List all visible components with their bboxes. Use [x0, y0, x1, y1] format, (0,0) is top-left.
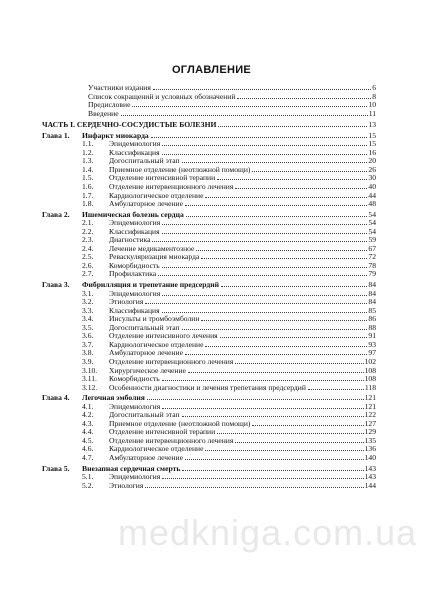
toc-section-entry[interactable]	[42, 270, 376, 279]
page-number: 13	[368, 121, 376, 130]
page-number: 54	[368, 227, 376, 236]
toc-section-entry[interactable]	[42, 482, 376, 491]
dot-leader	[162, 144, 367, 146]
page-number: 122	[364, 411, 376, 420]
chapter-number: Глава 3.	[42, 281, 70, 290]
toc-section-entry[interactable]	[42, 245, 376, 254]
part-title: ЧАСТЬ I. СЕРДЕЧНО-СОСУДИСТЫЕ БОЛЕЗНИ	[42, 121, 217, 130]
toc-section-entry[interactable]	[42, 200, 376, 209]
section-number: 3.6.	[82, 332, 94, 341]
section-heading	[42, 341, 203, 350]
page-number: 88	[368, 323, 376, 332]
section-title: Эпидемиология	[109, 402, 161, 411]
page-number: 30	[368, 174, 376, 183]
page-number: 84	[368, 298, 376, 307]
page-number: 97	[368, 349, 376, 358]
section-number: 5.2.	[82, 481, 94, 490]
section-heading	[42, 140, 160, 149]
section-heading	[42, 454, 183, 463]
page-number: 72	[368, 253, 376, 262]
toc-section-entry[interactable]	[42, 454, 376, 463]
section-number: 3.9.	[82, 357, 94, 366]
dot-leader	[201, 319, 367, 321]
chapter-title: Ишемическая болезнь сердца	[82, 210, 184, 219]
page-number: 140	[364, 453, 376, 462]
section-title: Эпидемиология	[109, 473, 161, 482]
dot-leader	[162, 311, 368, 313]
section-title: Приемное отделение (неотложной помощи)	[109, 419, 251, 428]
chapter-heading	[42, 132, 149, 141]
section-number: 2.5.	[82, 253, 94, 262]
page-number: 84	[368, 281, 376, 290]
section-title: Догоспитальный этап	[109, 411, 180, 420]
section-title: Лечение медикаментозное	[109, 244, 195, 253]
page-number: 79	[368, 270, 376, 279]
section-title: Эпидемиология	[109, 289, 161, 298]
page-number: 143	[364, 464, 376, 473]
dot-leader	[252, 424, 363, 426]
section-number: 4.5.	[82, 436, 94, 445]
page-number: 40	[368, 183, 376, 192]
dot-leader	[218, 125, 367, 127]
toc-section-entry[interactable]	[42, 228, 376, 237]
section-title: Реваскуляризация миокарда	[109, 253, 200, 262]
toc-section-entry[interactable]	[42, 384, 376, 393]
page-number: 10	[368, 101, 376, 110]
section-number: 2.2.	[82, 227, 94, 236]
chapter-heading	[42, 394, 145, 403]
section-heading	[42, 420, 250, 429]
dot-leader	[217, 178, 367, 180]
section-title: Коморбидность	[109, 375, 160, 384]
dot-leader	[162, 477, 363, 479]
entry-title: Участники издания	[88, 84, 151, 92]
section-title: Этиология	[109, 481, 144, 490]
section-title: Классификация	[109, 148, 160, 157]
toc-chapter-entry[interactable]	[42, 281, 376, 290]
dot-leader	[182, 469, 363, 471]
section-heading	[42, 482, 143, 491]
section-number: 2.3.	[82, 236, 94, 245]
section-number: 3.5.	[82, 323, 94, 332]
dot-leader	[220, 336, 368, 338]
page-number: 85	[368, 306, 376, 315]
toc-section-entry[interactable]	[42, 192, 376, 201]
page-number: 86	[368, 315, 376, 324]
section-title: Амбулаторное лечение	[109, 453, 183, 462]
dot-leader	[153, 88, 371, 90]
section-number: 3.3.	[82, 306, 94, 315]
toc-section-entry[interactable]	[42, 437, 376, 446]
page-number: 121	[364, 402, 376, 411]
page-number: 121	[364, 394, 376, 403]
section-number: 1.1.	[82, 140, 94, 149]
toc-section-entry[interactable]	[42, 290, 376, 299]
toc-section-entry[interactable]	[42, 174, 376, 183]
section-heading	[42, 307, 160, 316]
section-title: Амбулаторное лечение	[109, 349, 183, 358]
section-number: 3.4.	[82, 315, 94, 324]
section-title: Амбулаторное лечение	[109, 200, 183, 209]
section-title: Профилактика	[109, 270, 157, 279]
table-of-contents	[42, 84, 376, 490]
section-heading	[42, 403, 160, 412]
section-title: Отделение интенсивного лечения	[109, 332, 218, 341]
chapter-number: Глава 5.	[42, 464, 70, 473]
section-heading	[42, 149, 160, 158]
section-heading	[42, 411, 180, 420]
dot-leader	[145, 302, 367, 304]
page-number: 44	[368, 191, 376, 200]
dot-leader	[186, 215, 368, 217]
section-number: 3.1.	[82, 289, 94, 298]
section-number: 3.8.	[82, 349, 94, 358]
toc-front-entry[interactable]	[42, 93, 376, 102]
watermark: medkniga.com.ua	[118, 512, 418, 553]
page-number: 143	[364, 473, 376, 482]
section-title: Кардиологическое отделение	[109, 445, 204, 454]
page-number: 108	[364, 366, 376, 375]
toc-section-entry[interactable]	[42, 403, 376, 412]
toc-section-entry[interactable]	[42, 324, 376, 333]
dot-leader	[162, 223, 367, 225]
section-number: 3.10.	[82, 366, 98, 375]
page-number: 6	[372, 84, 376, 92]
toc-chapter-entry[interactable]	[42, 394, 376, 403]
dot-leader	[185, 204, 367, 206]
chapter-number: Глава 2.	[42, 210, 70, 219]
section-number: 1.6.	[82, 183, 94, 192]
section-number: 4.4.	[82, 428, 94, 437]
dot-leader	[205, 345, 367, 347]
page-number: 136	[364, 445, 376, 454]
toc-section-entry[interactable]	[42, 428, 376, 437]
page-number: 15	[368, 131, 376, 140]
dot-leader	[237, 97, 371, 99]
chapter-number: Глава 4.	[42, 394, 70, 403]
section-number: 1.2.	[82, 148, 94, 157]
section-title: Коморбидность	[109, 261, 160, 270]
section-heading	[42, 324, 180, 333]
toc-front-entry[interactable]	[42, 101, 376, 110]
chapter-title: Легочная эмболия	[82, 394, 145, 403]
dot-leader	[152, 240, 367, 242]
dot-leader	[158, 274, 367, 276]
chapter-title: Внезапная сердечная смерть	[82, 464, 181, 473]
page-number: 59	[368, 236, 376, 245]
dot-leader	[201, 257, 367, 259]
section-number: 3.2.	[82, 298, 94, 307]
page-number: 118	[364, 383, 376, 392]
toc-section-entry[interactable]	[42, 375, 376, 384]
toc-front-entry[interactable]	[42, 84, 376, 93]
section-number: 4.3.	[82, 419, 94, 428]
section-heading	[42, 298, 143, 307]
section-heading	[42, 262, 160, 271]
toc-section-entry[interactable]	[42, 358, 376, 367]
section-heading	[42, 236, 150, 245]
page-number: 8	[372, 92, 376, 101]
section-title: Отделение интенсивной терапии	[109, 174, 216, 183]
toc-section-entry[interactable]	[42, 236, 376, 245]
dot-leader	[182, 328, 368, 330]
section-heading	[42, 358, 233, 367]
dot-leader	[205, 196, 367, 198]
entry-title: Предисловие	[88, 101, 131, 110]
dot-leader	[221, 285, 367, 287]
page-number: 102	[364, 357, 376, 366]
section-title: Диагностика	[109, 236, 151, 245]
dot-leader	[162, 294, 367, 296]
page-number: 135	[364, 436, 376, 445]
section-heading	[42, 445, 203, 454]
dot-leader	[132, 105, 367, 107]
toc-section-entry[interactable]	[42, 219, 376, 228]
page-title: ОГЛАВЛЕНИЕ	[171, 64, 252, 76]
section-title: Отделение интенсивной терапии	[109, 428, 216, 437]
section-number: 2.4.	[82, 244, 94, 253]
section-heading	[42, 245, 194, 254]
section-heading	[42, 166, 250, 175]
section-title: Эпидемиология	[109, 140, 161, 149]
dot-leader	[185, 353, 367, 355]
section-title: Отделение интервенционного лечения	[109, 357, 234, 366]
toc-section-entry[interactable]	[42, 473, 376, 482]
chapter-heading	[42, 281, 219, 290]
section-title: Догоспитальный этап	[109, 157, 180, 166]
page-number: 16	[368, 148, 376, 157]
section-title: Хирургическое лечение	[109, 366, 186, 375]
section-number: 3.7.	[82, 340, 94, 349]
section-heading	[42, 473, 160, 482]
toc-section-entry[interactable]	[42, 349, 376, 358]
dot-leader	[151, 136, 368, 138]
dot-leader	[235, 441, 363, 443]
section-heading	[42, 367, 186, 376]
toc-front-entry[interactable]	[42, 110, 376, 119]
toc-part-heading[interactable]	[42, 121, 376, 130]
toc-section-entry[interactable]	[42, 341, 376, 350]
section-heading	[42, 349, 183, 358]
toc-section-entry[interactable]	[42, 298, 376, 307]
page-number: 54	[368, 219, 376, 228]
dot-leader	[196, 249, 367, 251]
section-heading	[42, 437, 233, 446]
section-number: 1.5.	[82, 174, 94, 183]
chapter-heading	[42, 465, 180, 474]
toc-section-entry[interactable]	[42, 183, 376, 192]
dot-leader	[235, 362, 363, 364]
page-number: 15	[368, 140, 376, 149]
dot-leader	[162, 232, 368, 234]
section-number: 4.6.	[82, 445, 94, 454]
dot-leader	[235, 187, 367, 189]
section-heading	[42, 200, 183, 209]
chapter-number: Глава 1.	[42, 131, 70, 140]
section-heading	[42, 428, 215, 437]
section-number: 3.12.	[82, 383, 98, 392]
section-title: Этиология	[109, 298, 144, 307]
section-heading	[42, 219, 160, 228]
toc-section-entry[interactable]	[42, 411, 376, 420]
section-heading	[42, 174, 215, 183]
section-title: Классификация	[109, 306, 160, 315]
section-number: 1.7.	[82, 191, 94, 200]
section-title: Отделение интервенционного лечения	[109, 183, 234, 192]
section-number: 4.2.	[82, 411, 94, 420]
toc-section-entry[interactable]	[42, 307, 376, 316]
section-heading	[42, 332, 218, 341]
section-number: 1.4.	[82, 165, 94, 174]
toc-section-entry[interactable]	[42, 367, 376, 376]
section-heading	[42, 290, 160, 299]
section-number: 2.1.	[82, 219, 94, 228]
section-number: 1.3.	[82, 157, 94, 166]
entry-title: Список сокращений и условных обозначений	[88, 92, 236, 101]
page-number: 84	[368, 289, 376, 298]
page-number: 144	[364, 481, 376, 490]
section-heading	[42, 270, 156, 279]
dot-leader	[121, 114, 368, 116]
toc-section-entry[interactable]	[42, 420, 376, 429]
toc-section-entry[interactable]	[42, 149, 376, 158]
dot-leader	[252, 170, 367, 172]
section-title: Догоспитальный этап	[109, 323, 180, 332]
dot-leader	[147, 398, 364, 400]
page-number: 93	[368, 340, 376, 349]
page-number: 48	[368, 200, 376, 209]
toc-section-entry[interactable]	[42, 157, 376, 166]
section-number: 4.7.	[82, 453, 94, 462]
page-number: 127	[364, 419, 376, 428]
chapter-heading	[42, 211, 184, 220]
section-heading	[42, 183, 233, 192]
toc-chapter-entry[interactable]	[42, 465, 376, 474]
dot-leader	[162, 407, 363, 409]
section-heading	[42, 192, 203, 201]
dot-leader	[182, 161, 368, 163]
page-number: 26	[368, 165, 376, 174]
section-number: 5.1.	[82, 473, 94, 482]
dot-leader	[217, 432, 363, 434]
page-number: 108	[364, 375, 376, 384]
page-number: 91	[368, 332, 376, 341]
entry-title: Введение	[88, 109, 119, 118]
section-heading	[42, 228, 160, 237]
page-number: 54	[368, 210, 376, 219]
section-heading	[42, 315, 199, 324]
section-number: 1.8.	[82, 200, 94, 209]
toc-section-entry[interactable]	[42, 140, 376, 149]
section-heading	[42, 253, 199, 262]
chapter-title: Фибрилляция и трепетание предсердий	[82, 281, 220, 290]
section-heading	[42, 384, 306, 393]
toc-section-entry[interactable]	[42, 253, 376, 262]
dot-leader	[308, 388, 364, 390]
page-number: 11	[368, 109, 376, 118]
section-title: Кардиологическое отделение	[109, 340, 204, 349]
page-number: 20	[368, 157, 376, 166]
toc-section-entry[interactable]	[42, 332, 376, 341]
section-title: Приемное отделение (неотложной помощи)	[109, 165, 251, 174]
toc-section-entry[interactable]	[42, 315, 376, 324]
section-title: Особенности диагностики и лечения трепетания предсердий	[109, 383, 306, 392]
dot-leader	[188, 371, 364, 373]
chapter-title: Инфаркт миокарда	[82, 131, 149, 140]
dot-leader	[185, 458, 364, 460]
dot-leader	[182, 415, 364, 417]
page-number: 78	[368, 261, 376, 270]
section-number: 2.7.	[82, 270, 94, 279]
section-number: 4.1.	[82, 402, 94, 411]
section-title: Инсульты и тромбоэмболии	[109, 315, 200, 324]
toc-chapter-entry[interactable]	[42, 211, 376, 220]
toc-section-entry[interactable]	[42, 262, 376, 271]
toc-section-entry[interactable]	[42, 166, 376, 175]
toc-chapter-entry[interactable]	[42, 132, 376, 141]
dot-leader	[162, 379, 364, 381]
toc-section-entry[interactable]	[42, 445, 376, 454]
page-number: 67	[368, 244, 376, 253]
dot-leader	[162, 153, 368, 155]
section-title: Классификация	[109, 227, 160, 236]
page-number: 129	[364, 428, 376, 437]
dot-leader	[162, 266, 368, 268]
section-heading	[42, 157, 180, 166]
section-number: 2.6.	[82, 261, 94, 270]
section-heading	[42, 375, 160, 384]
dot-leader	[145, 486, 363, 488]
section-number: 3.11.	[82, 375, 97, 384]
dot-leader	[205, 449, 363, 451]
section-title: Кардиологическое отделение	[109, 191, 204, 200]
section-title: Отделение интервенционного лечения	[109, 436, 234, 445]
section-title: Эпидемиология	[109, 219, 161, 228]
